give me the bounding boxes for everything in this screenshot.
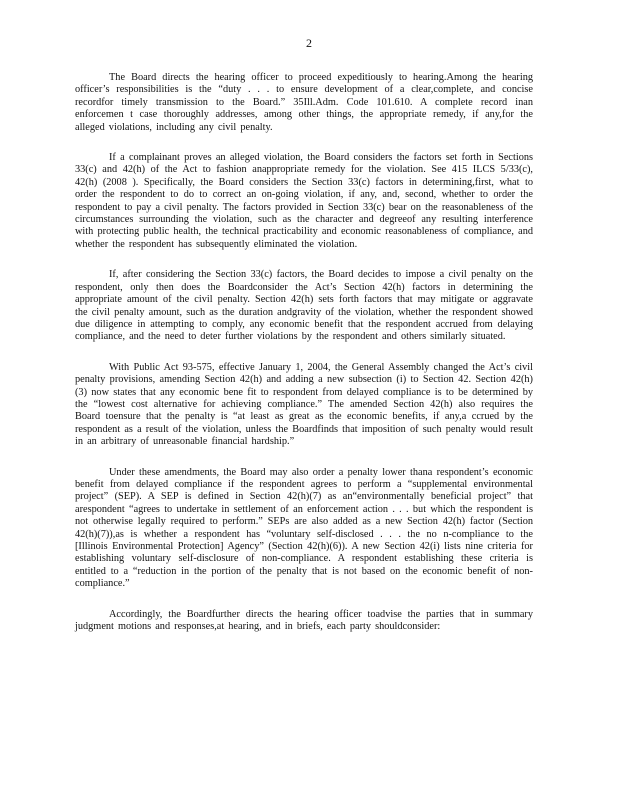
document-body [75,72,533,651]
paragraph-accordingly: Accordingly, the Boardfurther directs the hearing officer toadvise the parties that in summary judgment motions and responses,at hearing, and in briefs, each party shouldconsider: [75,608,533,633]
paragraph-section-42h-factors: If, after considering the Section 33(c) factors, the Board decides to impose a civil penalty on the respondent, only then does the Boardconsider the Act’s Section 42(h) factors in determining the appropriate amount of the civil penalty. Section 42(h) sets forth factors that may mitigate or aggravate the civil penalty amount, such as the duration andgravity of the violation, whether the respondent showed due diligence in attempting to comply, any economic benefit that the respondent accrued from delaying compliance, and the need to deter further violations by the respondent and others similarly situated. [75,269,533,343]
paragraph-sep-amendments: Under these amendments, the Board may also order a penalty lower thana respondent’s economic benefit from delayed compliance if the respondent agrees to perform a “supplemental environmental project” (SEP). A SEP is defined in Section 42(h)(7) as an“environmentally beneficial project” that arespondent “agrees to undertake in settlement of an enforcement action . . . but which the respondent is not otherwise legally required to perform.” SEPs are also added as a new Section 42(h) factor (Section 42(h)(7)),as is whether a respondent has “voluntary self-disclosed . . . the no n-compliance to the [Illinois Environmental Protection] Agency” (Section 42(h)(6)). A new Section 42(i) lists nine criteria for establishing voluntary self-disclosure of non-compliance. A respondent establishing these criteria is entitled to a “reduction in the portion of the penalty that is not based on the economic benefit of non-compliance.” [75,466,533,590]
page-number: 2 [306,36,312,50]
paragraph-public-act-93-575: With Public Act 93-575, effective January 1, 2004, the General Assembly changed the Act’s civil penalty provisions, amending Section 42(h) and adding a new subsection (i) to Section 42. Section 42(h)(3) now states that any economic bene fit to respondent from delayed compliance is to be determined by the “lowest cost alternative for achieving compliance.” The amended Section 42(h) also requires the Board toensure that the penalty is “at least as great as the economic benefits, if any,a ccrued by the respondent as a result of the violation, unless the Boardfinds that imposition of such penalty would result in an arbitrary of unreasonable financial hardship.” [75,361,533,448]
paragraph-hearing-officer-duty: The Board directs the hearing officer to proceed expeditiously to hearing.Among the hearing officer’s responsibilities is the “duty . . . to ensure development of a clear,complete, and concise recordfor timely transmission to the Board.” 35Ill.Adm. Code 101.610. A complete record inan enforcemen t case thoroughly addresses, among other things, the appropriate remedy, if any,for the alleged violations, including any civil penalty. [75,72,533,133]
paragraph-section-33c-factors: If a complainant proves an alleged violation, the Board considers the factors set forth in Sections 33(c) and 42(h) of the Act to fashion anappropriate remedy for the violation. See 415 ILCS 5/33(c), 42(h) (2008 ). Specifically, the Board considers the Section 33(c) factors in determining,first, what to order the respondent to do to correct an on-going violation, if any, and, second, whether to order the respondent to pay a civil penalty. The factors provided in Section 33(c) bear on the reasonableness of the circumstances surrounding the violation, such as the character and degreeof any resulting interference with protecting public health, the technical practicability and economic reasonableness of compliance, and whether the respondent has subsequently eliminated the violation. [75,152,533,250]
